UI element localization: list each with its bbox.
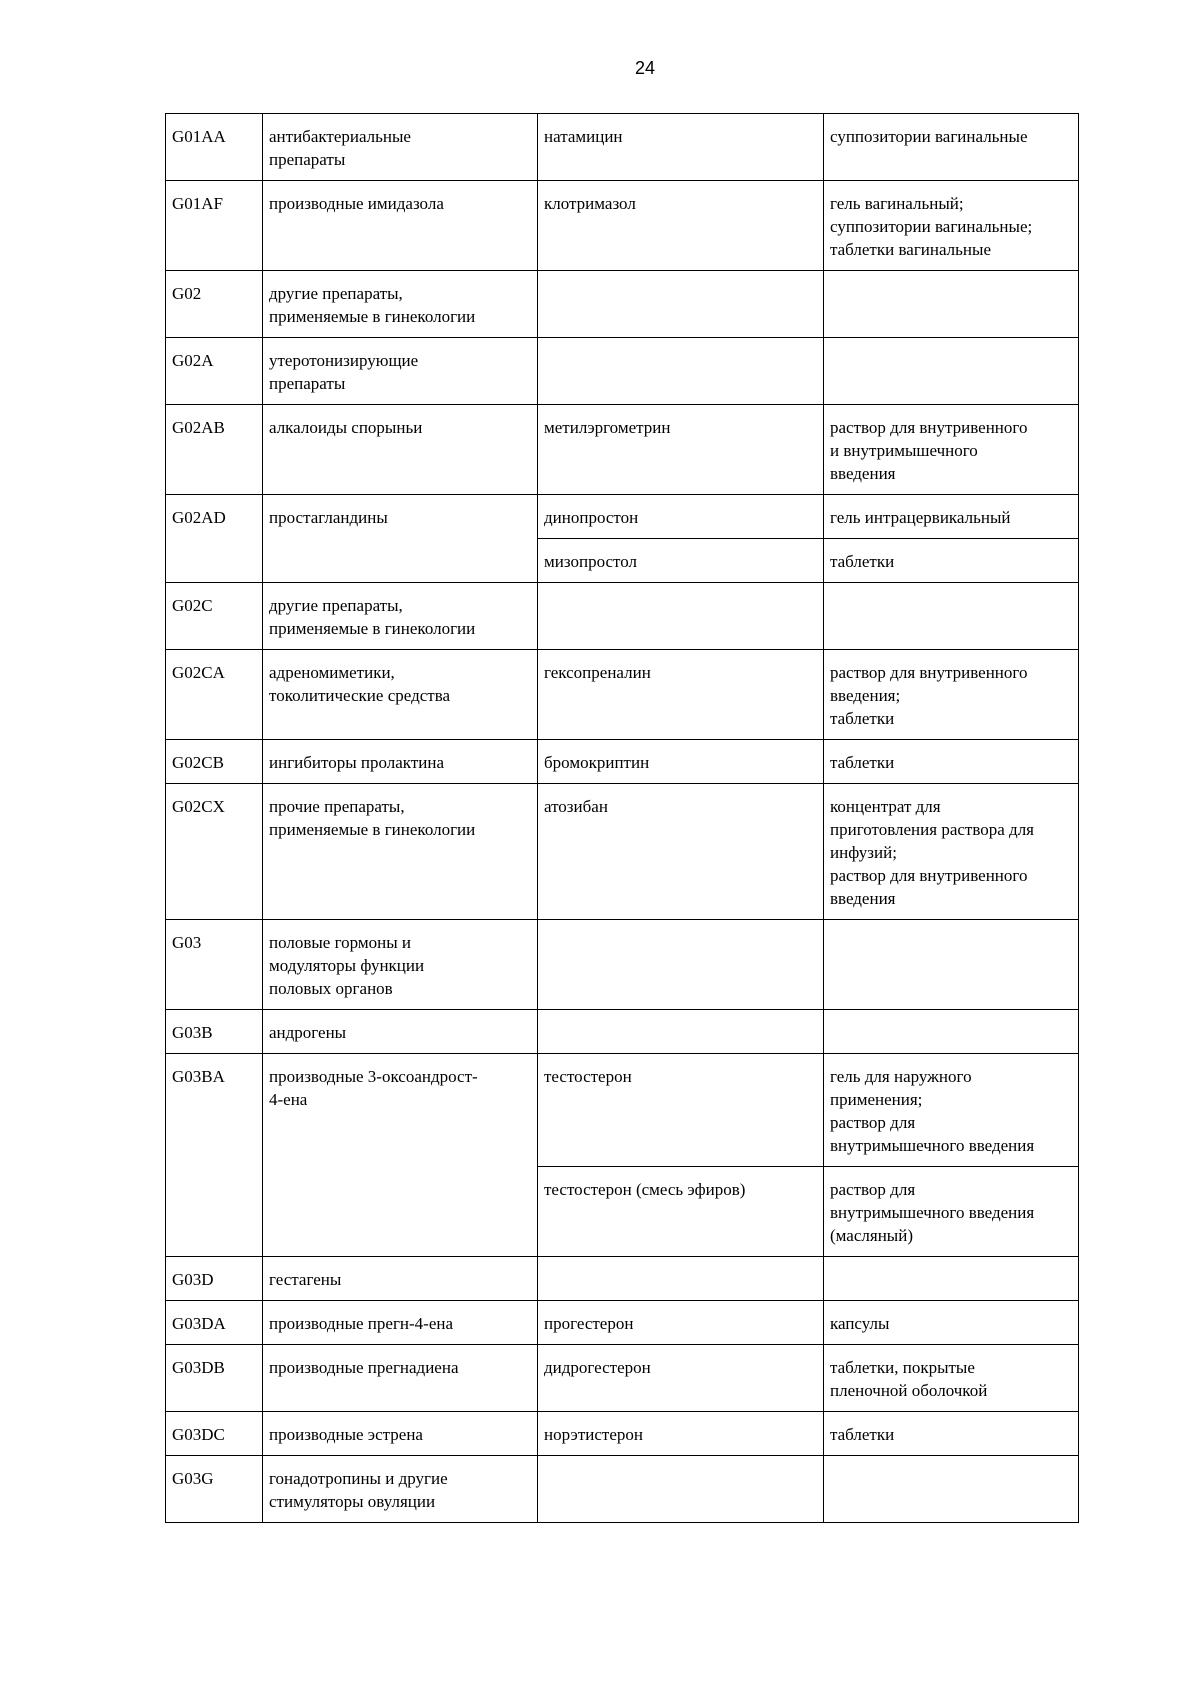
- drug-name-cell: [538, 338, 824, 405]
- drug-name-cell: натамицин: [538, 114, 824, 181]
- table-row: [166, 1054, 1079, 1167]
- table-row: [166, 784, 1079, 920]
- table-row: [166, 1412, 1079, 1456]
- atc-code-cell: G02CA: [166, 650, 263, 740]
- dosage-form-cell: [824, 920, 1079, 1010]
- dosage-form-cell: суппозитории вагинальные: [824, 114, 1079, 181]
- drug-name-cell: бромокриптин: [538, 740, 824, 784]
- atc-code-cell: G03DC: [166, 1412, 263, 1456]
- dosage-form-cell: раствор для внутривенного и внутримышечного введения: [824, 405, 1079, 495]
- atc-code-cell: G03B: [166, 1010, 263, 1054]
- group-name-cell: производные прегнадиена: [263, 1345, 538, 1412]
- table-row: [166, 338, 1079, 405]
- atc-code-cell: G03G: [166, 1456, 263, 1523]
- table-row: [166, 271, 1079, 338]
- dosage-form-cell: [824, 1456, 1079, 1523]
- drug-name-cell: мизопростол: [538, 539, 824, 583]
- group-name-cell: половые гормоны и модуляторы функции половых органов: [263, 920, 538, 1010]
- group-name-cell: производные эстрена: [263, 1412, 538, 1456]
- dosage-form-cell: таблетки: [824, 740, 1079, 784]
- drug-name-cell: [538, 1257, 824, 1301]
- drug-name-cell: [538, 1010, 824, 1054]
- group-name-cell: гестагены: [263, 1257, 538, 1301]
- dosage-form-cell: [824, 1010, 1079, 1054]
- table-row: [166, 650, 1079, 740]
- table-row: [166, 740, 1079, 784]
- drug-name-cell: [538, 271, 824, 338]
- dosage-form-cell: раствор для внутримышечного введения (масляный): [824, 1167, 1079, 1257]
- table-row: [166, 1345, 1079, 1412]
- group-name-cell: антибактериальные препараты: [263, 114, 538, 181]
- dosage-form-cell: гель для наружного применения; раствор для внутримышечного введения: [824, 1054, 1079, 1167]
- table-row: [166, 114, 1079, 181]
- group-name-cell: алкалоиды спорыньи: [263, 405, 538, 495]
- table-row: [166, 405, 1079, 495]
- atc-code-cell: G02CX: [166, 784, 263, 920]
- drug-name-cell: [538, 920, 824, 1010]
- table-row: [166, 1257, 1079, 1301]
- group-name-cell: производные прегн-4-ена: [263, 1301, 538, 1345]
- table-row: [166, 181, 1079, 271]
- dosage-form-cell: таблетки: [824, 539, 1079, 583]
- atc-code-cell: G02AD: [166, 495, 263, 583]
- dosage-form-cell: таблетки: [824, 1412, 1079, 1456]
- dosage-form-cell: [824, 583, 1079, 650]
- group-name-cell: андрогены: [263, 1010, 538, 1054]
- drug-name-cell: атозибан: [538, 784, 824, 920]
- atc-code-cell: G02CB: [166, 740, 263, 784]
- drug-name-cell: тестостерон (смесь эфиров): [538, 1167, 824, 1257]
- table-row: [166, 920, 1079, 1010]
- drug-name-cell: тестостерон: [538, 1054, 824, 1167]
- drug-classification-table: [165, 113, 1079, 1523]
- drug-name-cell: прогестерон: [538, 1301, 824, 1345]
- drug-name-cell: норэтистерон: [538, 1412, 824, 1456]
- atc-code-cell: G03D: [166, 1257, 263, 1301]
- drug-name-cell: дидрогестерон: [538, 1345, 824, 1412]
- atc-code-cell: G02AB: [166, 405, 263, 495]
- drug-name-cell: гексопреналин: [538, 650, 824, 740]
- atc-code-cell: G03: [166, 920, 263, 1010]
- atc-code-cell: G01AA: [166, 114, 263, 181]
- group-name-cell: адреномиметики, токолитические средства: [263, 650, 538, 740]
- dosage-form-cell: [824, 1257, 1079, 1301]
- group-name-cell: прочие препараты, применяемые в гинекологии: [263, 784, 538, 920]
- atc-code-cell: G03DB: [166, 1345, 263, 1412]
- dosage-form-cell: [824, 338, 1079, 405]
- drug-name-cell: динопростон: [538, 495, 824, 539]
- atc-code-cell: G02C: [166, 583, 263, 650]
- drug-name-cell: метилэргометрин: [538, 405, 824, 495]
- group-name-cell: другие препараты, применяемые в гинекологии: [263, 271, 538, 338]
- atc-code-cell: G03DA: [166, 1301, 263, 1345]
- table-row: [166, 1301, 1079, 1345]
- group-name-cell: простагландины: [263, 495, 538, 583]
- atc-code-cell: G03BA: [166, 1054, 263, 1257]
- table-row: [166, 583, 1079, 650]
- group-name-cell: гонадотропины и другие стимуляторы овуляции: [263, 1456, 538, 1523]
- dosage-form-cell: капсулы: [824, 1301, 1079, 1345]
- table-row: [166, 495, 1079, 539]
- table-row: [166, 1456, 1079, 1523]
- dosage-form-cell: гель интрацервикальный: [824, 495, 1079, 539]
- group-name-cell: утеротонизирующие препараты: [263, 338, 538, 405]
- dosage-form-cell: концентрат для приготовления раствора для инфузий; раствор для внутривенного введения: [824, 784, 1079, 920]
- group-name-cell: другие препараты, применяемые в гинекологии: [263, 583, 538, 650]
- table-row: [166, 1010, 1079, 1054]
- group-name-cell: производные 3-оксоандрост- 4-ена: [263, 1054, 538, 1257]
- drug-name-cell: [538, 1456, 824, 1523]
- dosage-form-cell: гель вагинальный; суппозитории вагинальные; таблетки вагинальные: [824, 181, 1079, 271]
- page-number: 24: [634, 58, 656, 78]
- dosage-form-cell: таблетки, покрытые пленочной оболочкой: [824, 1345, 1079, 1412]
- group-name-cell: производные имидазола: [263, 181, 538, 271]
- dosage-form-cell: [824, 271, 1079, 338]
- atc-code-cell: G02A: [166, 338, 263, 405]
- drug-name-cell: [538, 583, 824, 650]
- atc-code-cell: G01AF: [166, 181, 263, 271]
- dosage-form-cell: раствор для внутривенного введения; таблетки: [824, 650, 1079, 740]
- drug-name-cell: клотримазол: [538, 181, 824, 271]
- group-name-cell: ингибиторы пролактина: [263, 740, 538, 784]
- atc-code-cell: G02: [166, 271, 263, 338]
